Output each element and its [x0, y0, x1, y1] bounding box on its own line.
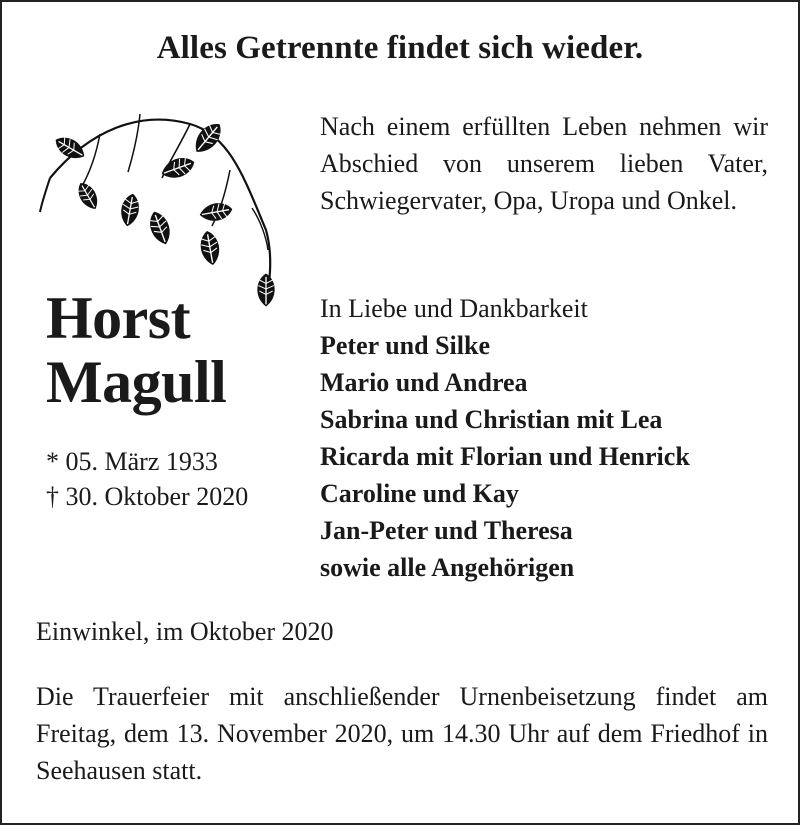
mourner-entry: Jan-Peter und Theresa: [320, 516, 573, 545]
deceased-last-name: Magull: [46, 349, 227, 415]
place-date-line: Einwinkel, im Oktober 2020: [36, 617, 334, 646]
funeral-service-text: Die Trauerfeier mit anschließender Urnenbeisetzung findet am Freitag, dem 13. November 2020, um 14.30 Uhr auf dem Friedhof in Seehausen statt.: [36, 682, 768, 785]
mourner-entry: Sabrina und Christian mit Lea: [320, 405, 663, 434]
mourner-entry: Peter und Silke: [320, 331, 490, 360]
mourners-list: [320, 327, 690, 586]
notice-heading: Alles Getrennte findet sich wieder.: [156, 30, 644, 66]
mourner-entry: Caroline und Kay: [320, 479, 519, 508]
mourner-entry: Mario und Andrea: [320, 368, 528, 397]
death-date: † 30. Oktober 2020: [46, 482, 249, 511]
signoff-line: In Liebe und Dankbarkeit: [320, 294, 588, 323]
birth-date: * 05. März 1933: [46, 447, 218, 476]
mourner-entry: Ricarda mit Florian und Henrick: [320, 442, 690, 471]
farewell-text: Nach einem erfüllten Leben nehmen wir Abschied von unserem lieben Vater, Schwiegervater, Opa, Uropa und Onkel.: [320, 112, 768, 215]
deceased-first-name: Horst: [46, 285, 191, 351]
mourner-entry: sowie alle Angehörigen: [320, 553, 575, 582]
